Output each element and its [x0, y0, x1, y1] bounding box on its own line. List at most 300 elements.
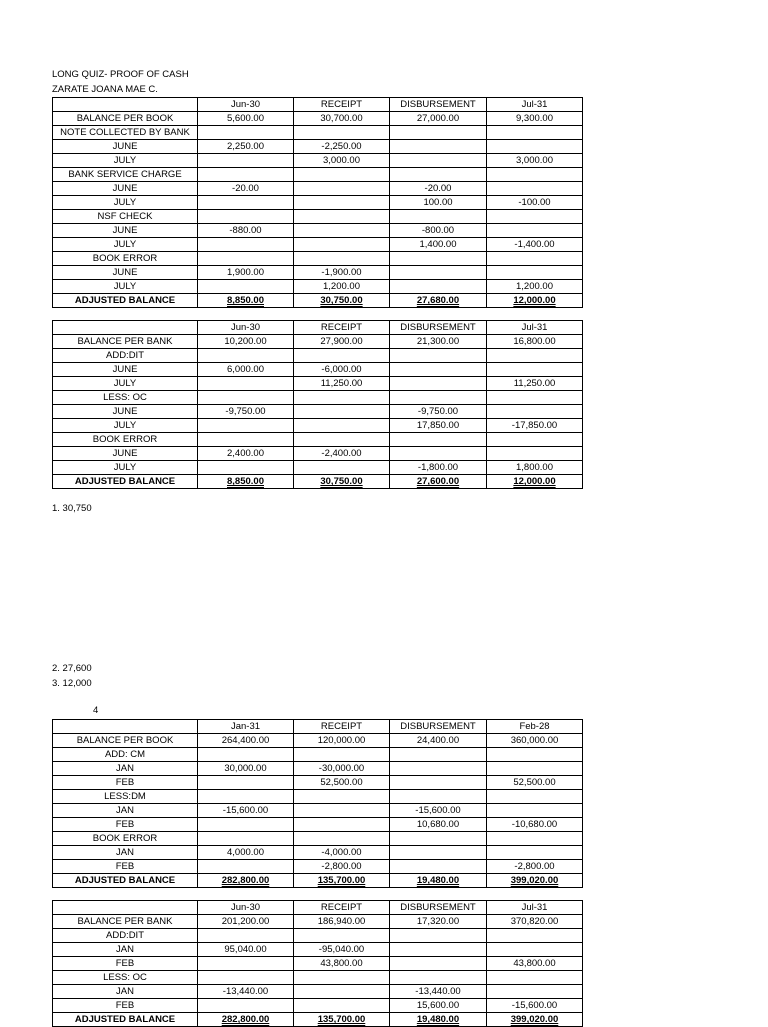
- table-row: [53, 363, 583, 377]
- table-row: [53, 266, 583, 280]
- row-label: FEB: [53, 957, 198, 971]
- cell-value: [487, 126, 583, 140]
- cell-value: [294, 832, 390, 846]
- column-header: RECEIPT: [294, 901, 390, 915]
- table-row: [53, 224, 583, 238]
- cell-value: [294, 419, 390, 433]
- cell-value: [294, 748, 390, 762]
- cell-value: [198, 860, 294, 874]
- total-value: 27,680.00: [416, 295, 460, 306]
- cell-value: [198, 238, 294, 252]
- cell-value: [294, 804, 390, 818]
- cell-value: 27,900.00: [294, 335, 390, 349]
- cell-value: 1,900.00: [198, 266, 294, 280]
- cell-value: [487, 405, 583, 419]
- answer-2: 2. 27,600: [52, 663, 92, 674]
- question-4-book-table: [52, 719, 583, 888]
- cell-value: [487, 804, 583, 818]
- cell-value: -2,400.00: [294, 447, 390, 461]
- cell-value: [294, 238, 390, 252]
- total-label: ADJUSTED BALANCE: [53, 294, 198, 308]
- cell-value: [390, 168, 487, 182]
- cell-value: -9,750.00: [390, 405, 487, 419]
- total-value: 12,000.00: [513, 295, 556, 306]
- cell-value: [294, 391, 390, 405]
- cell-value: 360,000.00: [487, 734, 583, 748]
- cell-value: [198, 957, 294, 971]
- table-row: [53, 748, 583, 762]
- column-header: DISBURSEMENT: [390, 720, 487, 734]
- row-label: ADD:DIT: [53, 349, 198, 363]
- column-header: [53, 901, 198, 915]
- cell-value: [390, 846, 487, 860]
- cell-value: [198, 461, 294, 475]
- column-header: Feb-28: [487, 720, 583, 734]
- total-value: 30,750.00: [320, 476, 363, 487]
- cell-value: -2,800.00: [487, 860, 583, 874]
- cell-value: -1,900.00: [294, 266, 390, 280]
- cell-value: [390, 776, 487, 790]
- cell-value: 6,000.00: [198, 363, 294, 377]
- cell-value: [487, 832, 583, 846]
- cell-value: [390, 433, 487, 447]
- cell-value: [487, 210, 583, 224]
- cell-value: [294, 182, 390, 196]
- column-header: RECEIPT: [294, 98, 390, 112]
- cell-value: [390, 210, 487, 224]
- cell-value: [294, 818, 390, 832]
- table-row: [53, 447, 583, 461]
- cell-value: -880.00: [198, 224, 294, 238]
- cell-value: [390, 391, 487, 405]
- cell-value: 100.00: [390, 196, 487, 210]
- cell-value: [487, 224, 583, 238]
- cell-value: [390, 280, 487, 294]
- column-header: Jul-31: [487, 901, 583, 915]
- row-label: JUNE: [53, 182, 198, 196]
- cell-value: [487, 140, 583, 154]
- question-4-label: 4: [93, 705, 99, 716]
- row-label: JUNE: [53, 266, 198, 280]
- row-label: ADD:DIT: [53, 929, 198, 943]
- cell-value: [198, 790, 294, 804]
- row-label: JAN: [53, 804, 198, 818]
- total-value: 19,480.00: [416, 1014, 460, 1025]
- total-label: ADJUSTED BALANCE: [53, 475, 198, 489]
- table-row: [53, 126, 583, 140]
- cell-value: [390, 126, 487, 140]
- cell-value: [198, 971, 294, 985]
- table-row: [53, 943, 583, 957]
- adjusted-balance-row: [53, 1013, 583, 1027]
- cell-value: [390, 266, 487, 280]
- cell-value: [198, 280, 294, 294]
- column-header: [53, 720, 198, 734]
- row-label: LESS: OC: [53, 971, 198, 985]
- cell-value: [198, 433, 294, 447]
- cell-value: 10,200.00: [198, 335, 294, 349]
- cell-value: [294, 999, 390, 1013]
- proof-of-cash-book-table: [52, 97, 583, 308]
- cell-value: 95,040.00: [198, 943, 294, 957]
- cell-value: [294, 405, 390, 419]
- total-value-cell: [294, 294, 390, 308]
- cell-value: [487, 252, 583, 266]
- row-label: JAN: [53, 846, 198, 860]
- cell-value: [198, 818, 294, 832]
- table-header-row: [53, 321, 583, 335]
- cell-value: [294, 461, 390, 475]
- cell-value: 17,850.00: [390, 419, 487, 433]
- total-value: 399,020.00: [510, 1014, 559, 1025]
- column-header: Jun-30: [198, 321, 294, 335]
- cell-value: [294, 224, 390, 238]
- row-label: JUNE: [53, 363, 198, 377]
- cell-value: [198, 832, 294, 846]
- cell-value: [390, 762, 487, 776]
- cell-value: 11,250.00: [487, 377, 583, 391]
- cell-value: 2,250.00: [198, 140, 294, 154]
- total-value-cell: [294, 1013, 390, 1027]
- answer-1: 1. 30,750: [52, 503, 92, 514]
- table-row: [53, 790, 583, 804]
- cell-value: [294, 929, 390, 943]
- total-value: 282,800.00: [221, 1014, 270, 1025]
- row-label: LESS:DM: [53, 790, 198, 804]
- cell-value: 15,600.00: [390, 999, 487, 1013]
- cell-value: [198, 349, 294, 363]
- cell-value: [487, 433, 583, 447]
- column-header: RECEIPT: [294, 720, 390, 734]
- cell-value: 1,200.00: [487, 280, 583, 294]
- student-name: ZARATE JOANA MAE C.: [52, 84, 158, 95]
- cell-value: [294, 433, 390, 447]
- total-value-cell: [390, 1013, 487, 1027]
- row-label: BOOK ERROR: [53, 433, 198, 447]
- row-label: JUNE: [53, 224, 198, 238]
- cell-value: -4,000.00: [294, 846, 390, 860]
- row-label: BOOK ERROR: [53, 252, 198, 266]
- total-value: 27,600.00: [416, 476, 460, 487]
- cell-value: [487, 929, 583, 943]
- cell-value: [198, 210, 294, 224]
- cell-value: [487, 447, 583, 461]
- column-header: [53, 98, 198, 112]
- total-value: 12,000.00: [513, 476, 556, 487]
- cell-value: -100.00: [487, 196, 583, 210]
- cell-value: [390, 929, 487, 943]
- row-label: JULY: [53, 196, 198, 210]
- table-row: [53, 377, 583, 391]
- cell-value: 30,000.00: [198, 762, 294, 776]
- table-row: [53, 196, 583, 210]
- column-header: DISBURSEMENT: [390, 901, 487, 915]
- row-label: NOTE COLLECTED BY BANK: [53, 126, 198, 140]
- table-row: [53, 280, 583, 294]
- row-label: FEB: [53, 860, 198, 874]
- cell-value: 264,400.00: [198, 734, 294, 748]
- row-label: JULY: [53, 377, 198, 391]
- table-row: [53, 971, 583, 985]
- cell-value: [198, 168, 294, 182]
- total-value: 282,800.00: [221, 875, 270, 886]
- row-label: JAN: [53, 762, 198, 776]
- cell-value: [198, 776, 294, 790]
- adjusted-balance-row: [53, 294, 583, 308]
- row-label: FEB: [53, 999, 198, 1013]
- row-label: FEB: [53, 818, 198, 832]
- total-value: 30,750.00: [320, 295, 363, 306]
- adjusted-balance-row: [53, 874, 583, 888]
- answer-3: 3. 12,000: [52, 678, 92, 689]
- table-row: [53, 957, 583, 971]
- cell-value: -15,600.00: [390, 804, 487, 818]
- total-value-cell: [390, 874, 487, 888]
- table-row: [53, 154, 583, 168]
- total-value: 399,020.00: [510, 875, 559, 886]
- total-value: 8,850.00: [227, 295, 264, 306]
- cell-value: [390, 748, 487, 762]
- cell-value: 43,800.00: [487, 957, 583, 971]
- row-label: NSF CHECK: [53, 210, 198, 224]
- row-label: BANK SERVICE CHARGE: [53, 168, 198, 182]
- cell-value: 2,400.00: [198, 447, 294, 461]
- cell-value: [294, 168, 390, 182]
- column-header: [53, 321, 198, 335]
- row-label: BALANCE PER BANK: [53, 915, 198, 929]
- adjusted-balance-row: [53, 475, 583, 489]
- cell-value: [390, 832, 487, 846]
- column-header: Jul-31: [487, 98, 583, 112]
- cell-value: [198, 154, 294, 168]
- table-row: [53, 734, 583, 748]
- row-label: JUNE: [53, 405, 198, 419]
- total-label: ADJUSTED BALANCE: [53, 1013, 198, 1027]
- cell-value: [294, 126, 390, 140]
- table-row: [53, 182, 583, 196]
- table-row: [53, 804, 583, 818]
- column-header: DISBURSEMENT: [390, 98, 487, 112]
- total-value-cell: [198, 1013, 294, 1027]
- total-value-cell: [390, 475, 487, 489]
- table-row: [53, 776, 583, 790]
- row-label: JULY: [53, 238, 198, 252]
- total-value-cell: [390, 294, 487, 308]
- cell-value: [198, 252, 294, 266]
- row-label: JULY: [53, 154, 198, 168]
- row-label: BOOK ERROR: [53, 832, 198, 846]
- row-label: LESS: OC: [53, 391, 198, 405]
- cell-value: [294, 252, 390, 266]
- cell-value: [390, 971, 487, 985]
- cell-value: 120,000.00: [294, 734, 390, 748]
- cell-value: [390, 790, 487, 804]
- table-row: [53, 433, 583, 447]
- table-row: [53, 140, 583, 154]
- document-title: LONG QUIZ- PROOF OF CASH: [52, 69, 189, 80]
- column-header: RECEIPT: [294, 321, 390, 335]
- cell-value: 17,320.00: [390, 915, 487, 929]
- cell-value: 370,820.00: [487, 915, 583, 929]
- table-row: [53, 461, 583, 475]
- cell-value: [294, 210, 390, 224]
- cell-value: [390, 860, 487, 874]
- cell-value: 52,500.00: [294, 776, 390, 790]
- column-header: Jun-30: [198, 98, 294, 112]
- total-value: 19,480.00: [416, 875, 460, 886]
- cell-value: -800.00: [390, 224, 487, 238]
- row-label: JUNE: [53, 447, 198, 461]
- cell-value: 186,940.00: [294, 915, 390, 929]
- cell-value: 21,300.00: [390, 335, 487, 349]
- table-row: [53, 405, 583, 419]
- table-header-row: [53, 901, 583, 915]
- cell-value: 10,680.00: [390, 818, 487, 832]
- question-4-bank-table: [52, 900, 583, 1027]
- table-row: [53, 860, 583, 874]
- cell-value: 30,700.00: [294, 112, 390, 126]
- cell-value: [390, 154, 487, 168]
- cell-value: 27,000.00: [390, 112, 487, 126]
- cell-value: -13,440.00: [198, 985, 294, 999]
- cell-value: -10,680.00: [487, 818, 583, 832]
- total-value-cell: [198, 294, 294, 308]
- row-label: JULY: [53, 461, 198, 475]
- table-row: [53, 846, 583, 860]
- row-label: FEB: [53, 776, 198, 790]
- table-row: [53, 252, 583, 266]
- cell-value: 3,000.00: [487, 154, 583, 168]
- cell-value: 16,800.00: [487, 335, 583, 349]
- cell-value: 43,800.00: [294, 957, 390, 971]
- cell-value: [487, 391, 583, 405]
- column-header: Jun-30: [198, 901, 294, 915]
- cell-value: -30,000.00: [294, 762, 390, 776]
- column-header: Jul-31: [487, 321, 583, 335]
- cell-value: [390, 140, 487, 154]
- row-label: JAN: [53, 985, 198, 999]
- table-header-row: [53, 98, 583, 112]
- table-header-row: [53, 720, 583, 734]
- cell-value: -20.00: [198, 182, 294, 196]
- total-value-cell: [294, 475, 390, 489]
- cell-value: [294, 985, 390, 999]
- cell-value: [390, 943, 487, 957]
- cell-value: [294, 790, 390, 804]
- row-label: ADD: CM: [53, 748, 198, 762]
- total-value: 8,850.00: [227, 476, 264, 487]
- cell-value: [487, 790, 583, 804]
- cell-value: [487, 985, 583, 999]
- table-row: [53, 762, 583, 776]
- cell-value: [198, 391, 294, 405]
- total-value-cell: [294, 874, 390, 888]
- cell-value: 52,500.00: [487, 776, 583, 790]
- table-row: [53, 818, 583, 832]
- cell-value: 1,200.00: [294, 280, 390, 294]
- cell-value: -95,040.00: [294, 943, 390, 957]
- total-label: ADJUSTED BALANCE: [53, 874, 198, 888]
- cell-value: -2,800.00: [294, 860, 390, 874]
- table-row: [53, 391, 583, 405]
- cell-value: -17,850.00: [487, 419, 583, 433]
- cell-value: [294, 349, 390, 363]
- table-row: [53, 349, 583, 363]
- cell-value: [198, 126, 294, 140]
- cell-value: [487, 846, 583, 860]
- cell-value: 201,200.00: [198, 915, 294, 929]
- cell-value: [487, 349, 583, 363]
- cell-value: [390, 252, 487, 266]
- cell-value: [390, 363, 487, 377]
- cell-value: 1,800.00: [487, 461, 583, 475]
- cell-value: -9,750.00: [198, 405, 294, 419]
- table-row: [53, 985, 583, 999]
- table-row: [53, 335, 583, 349]
- cell-value: [198, 748, 294, 762]
- total-value-cell: [198, 874, 294, 888]
- cell-value: [487, 748, 583, 762]
- table-row: [53, 915, 583, 929]
- cell-value: 1,400.00: [390, 238, 487, 252]
- cell-value: [487, 943, 583, 957]
- total-value-cell: [487, 874, 583, 888]
- table-row: [53, 210, 583, 224]
- row-label: JULY: [53, 419, 198, 433]
- cell-value: 9,300.00: [487, 112, 583, 126]
- cell-value: [390, 957, 487, 971]
- cell-value: [487, 182, 583, 196]
- cell-value: [487, 266, 583, 280]
- cell-value: -20.00: [390, 182, 487, 196]
- cell-value: [198, 419, 294, 433]
- table-row: [53, 168, 583, 182]
- cell-value: 11,250.00: [294, 377, 390, 391]
- cell-value: [390, 377, 487, 391]
- cell-value: [294, 971, 390, 985]
- total-value: 135,700.00: [317, 1014, 366, 1025]
- total-value-cell: [487, 1013, 583, 1027]
- table-row: [53, 112, 583, 126]
- cell-value: 5,600.00: [198, 112, 294, 126]
- table-row: [53, 929, 583, 943]
- cell-value: -6,000.00: [294, 363, 390, 377]
- cell-value: [198, 196, 294, 210]
- table-row: [53, 419, 583, 433]
- cell-value: 4,000.00: [198, 846, 294, 860]
- cell-value: -2,250.00: [294, 140, 390, 154]
- cell-value: [487, 971, 583, 985]
- cell-value: [487, 168, 583, 182]
- row-label: BALANCE PER BANK: [53, 335, 198, 349]
- cell-value: [390, 349, 487, 363]
- cell-value: [487, 762, 583, 776]
- row-label: JAN: [53, 943, 198, 957]
- table-row: [53, 832, 583, 846]
- total-value-cell: [198, 475, 294, 489]
- row-label: BALANCE PER BOOK: [53, 112, 198, 126]
- column-header: DISBURSEMENT: [390, 321, 487, 335]
- row-label: BALANCE PER BOOK: [53, 734, 198, 748]
- cell-value: -15,600.00: [487, 999, 583, 1013]
- cell-value: 3,000.00: [294, 154, 390, 168]
- table-row: [53, 238, 583, 252]
- row-label: JULY: [53, 280, 198, 294]
- row-label: JUNE: [53, 140, 198, 154]
- cell-value: [294, 196, 390, 210]
- cell-value: -15,600.00: [198, 804, 294, 818]
- total-value-cell: [487, 294, 583, 308]
